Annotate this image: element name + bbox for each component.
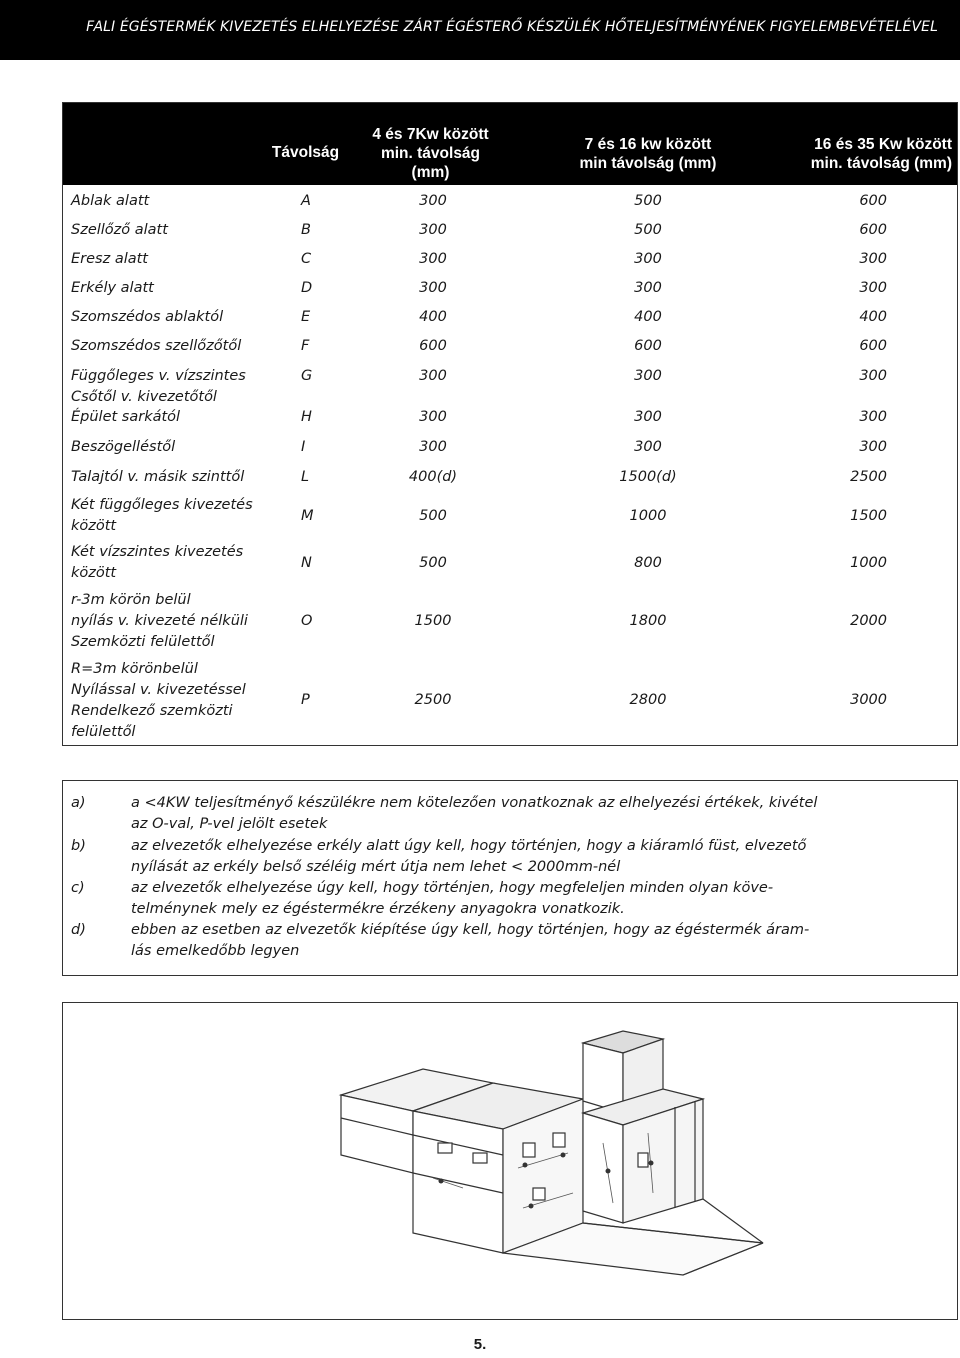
row-code: D (301, 280, 313, 296)
row-code: P (301, 692, 310, 708)
row-code: L (301, 469, 310, 485)
row-code: O (301, 613, 313, 629)
header-col-16-35kw: 16 és 35 Kw között min. távolság (mm) (810, 136, 952, 172)
row-value-col2: 600 (634, 338, 662, 354)
notes-box (62, 780, 958, 976)
page-header-bar (0, 0, 960, 60)
row-value-col1: 1500 (414, 613, 452, 629)
note-key: b) (71, 838, 86, 854)
row-code: H (301, 409, 312, 425)
row-value-col3: 600 (859, 222, 887, 238)
row-value-col3: 300 (859, 280, 887, 296)
row-value-col1: 2500 (414, 692, 452, 708)
page-header-title: FALI ÉGÉSTERMÉK KIVEZETÉS ELHELYEZÉSE ZÁRT ÉGÉSTERŐ KÉSZÜLÉK HŐTELJESÍTMÉNYÉNEK FIGYELEMBEVÉTELÉVEL (86, 19, 938, 35)
row-code: E (301, 309, 311, 325)
row-code: I (301, 439, 306, 455)
row-code: N (301, 555, 312, 571)
row-value-col1: 300 (419, 409, 447, 425)
header-col-7-16kw: 7 és 16 kw között min távolság (mm) (579, 136, 717, 172)
row-value-col2: 1000 (629, 508, 667, 524)
row-code: B (301, 222, 311, 238)
row-value-col3: 300 (859, 439, 887, 455)
row-code: G (301, 368, 313, 384)
page-number: 5. (473, 1336, 487, 1353)
row-value-col1: 300 (419, 193, 447, 209)
row-label: Függőleges v. vízszintes Csőtől v. kivezetőtől (71, 368, 246, 405)
row-value-col2: 300 (634, 368, 662, 384)
row-value-col1: 300 (419, 368, 447, 384)
note-text: a <4KW teljesítményő készülékre nem kötelezően vonatkoznak az elhelyezési értékek, kivétel az O-val, P-vel jelölt esetek (131, 795, 818, 832)
row-value-col3: 600 (859, 338, 887, 354)
row-value-col1: 600 (419, 338, 447, 354)
row-value-col1: 300 (419, 222, 447, 238)
row-label: Szellőző alatt (71, 222, 168, 238)
row-value-col1: 500 (419, 508, 447, 524)
row-label: Két vízszintes kivezetés között (71, 544, 244, 581)
row-label: Két függőleges kivezetés között (71, 497, 253, 534)
row-label: Beszögelléstől (71, 439, 176, 455)
row-value-col2: 500 (634, 193, 662, 209)
row-value-col2: 300 (634, 280, 662, 296)
row-value-col2: 800 (634, 555, 662, 571)
row-value-col3: 2500 (850, 469, 887, 485)
row-value-col3: 3000 (850, 692, 887, 708)
row-value-col1: 400 (419, 309, 447, 325)
row-label: Épület sarkától (71, 409, 181, 425)
row-value-col1: 300 (419, 439, 447, 455)
row-label: Szomszédos ablaktól (71, 309, 224, 325)
row-value-col1: 400(d) (408, 469, 458, 485)
row-label: Eresz alatt (71, 251, 148, 267)
note-text: az elvezetők elhelyezése úgy kell, hogy történjen, hogy megfeleljen minden olyan köve- telménynek mely ez égéstermékre érzékeny anyagokra vonatkozik. (131, 880, 774, 917)
row-label: Szomszédos szellőzőtől (71, 338, 242, 354)
row-value-col3: 300 (859, 251, 887, 267)
row-label: Talajtól v. másik szinttől (71, 469, 245, 485)
header-col-4-7kw: 4 és 7Kw között min. távolság (mm) (372, 126, 489, 181)
row-value-col3: 1000 (850, 555, 887, 571)
row-value-col2: 2800 (629, 692, 667, 708)
row-label: R=3m körönbelül Nyílással v. kivezetéssel Rendelkező szemközti felülettől (71, 661, 246, 740)
row-value-col2: 1500(d) (619, 469, 677, 485)
note-text: ebben az esetben az elvezetők kiépítése úgy kell, hogy történjen, hogy az égéstermék áram- lás emelkedőbb legyen (131, 922, 810, 959)
row-value-col3: 400 (859, 309, 887, 325)
row-value-col3: 600 (859, 193, 887, 209)
note-text: az elvezetők elhelyezése erkély alatt úgy kell, hogy történjen, hogy a kiáramló füst, elvezető nyílását az erkély belső széléig mért útja nem lehet < 2000mm-nél (131, 838, 807, 875)
row-value-col1: 500 (419, 555, 447, 571)
row-value-col2: 1800 (629, 613, 667, 629)
row-value-col3: 1500 (850, 508, 887, 524)
note-key: a) (71, 795, 86, 811)
row-value-col2: 300 (634, 409, 662, 425)
row-label: Ablak alatt (71, 193, 150, 209)
row-value-col2: 300 (634, 439, 662, 455)
header-distance: Távolság (271, 144, 340, 161)
row-value-col3: 300 (859, 409, 887, 425)
row-value-col2: 500 (634, 222, 662, 238)
distance-table (62, 102, 958, 746)
row-code: M (301, 508, 314, 524)
row-value-col2: 400 (634, 309, 662, 325)
row-value-col2: 300 (634, 251, 662, 267)
building-isometric-illustration (63, 1003, 959, 1321)
row-code: F (301, 338, 310, 354)
row-code: C (301, 251, 312, 267)
table-header-row (63, 103, 958, 185)
row-label: Erkély alatt (71, 280, 154, 296)
note-key: c) (71, 880, 85, 896)
building-illustration-box (62, 1002, 958, 1320)
row-value-col3: 2000 (850, 613, 887, 629)
note-key: d) (71, 922, 86, 938)
row-value-col1: 300 (419, 251, 447, 267)
row-label: r-3m körön belül nyílás v. kivezeté nélküli Szemközti felülettől (71, 592, 248, 650)
row-value-col1: 300 (419, 280, 447, 296)
row-value-col3: 300 (859, 368, 887, 384)
row-code: A (301, 193, 311, 209)
